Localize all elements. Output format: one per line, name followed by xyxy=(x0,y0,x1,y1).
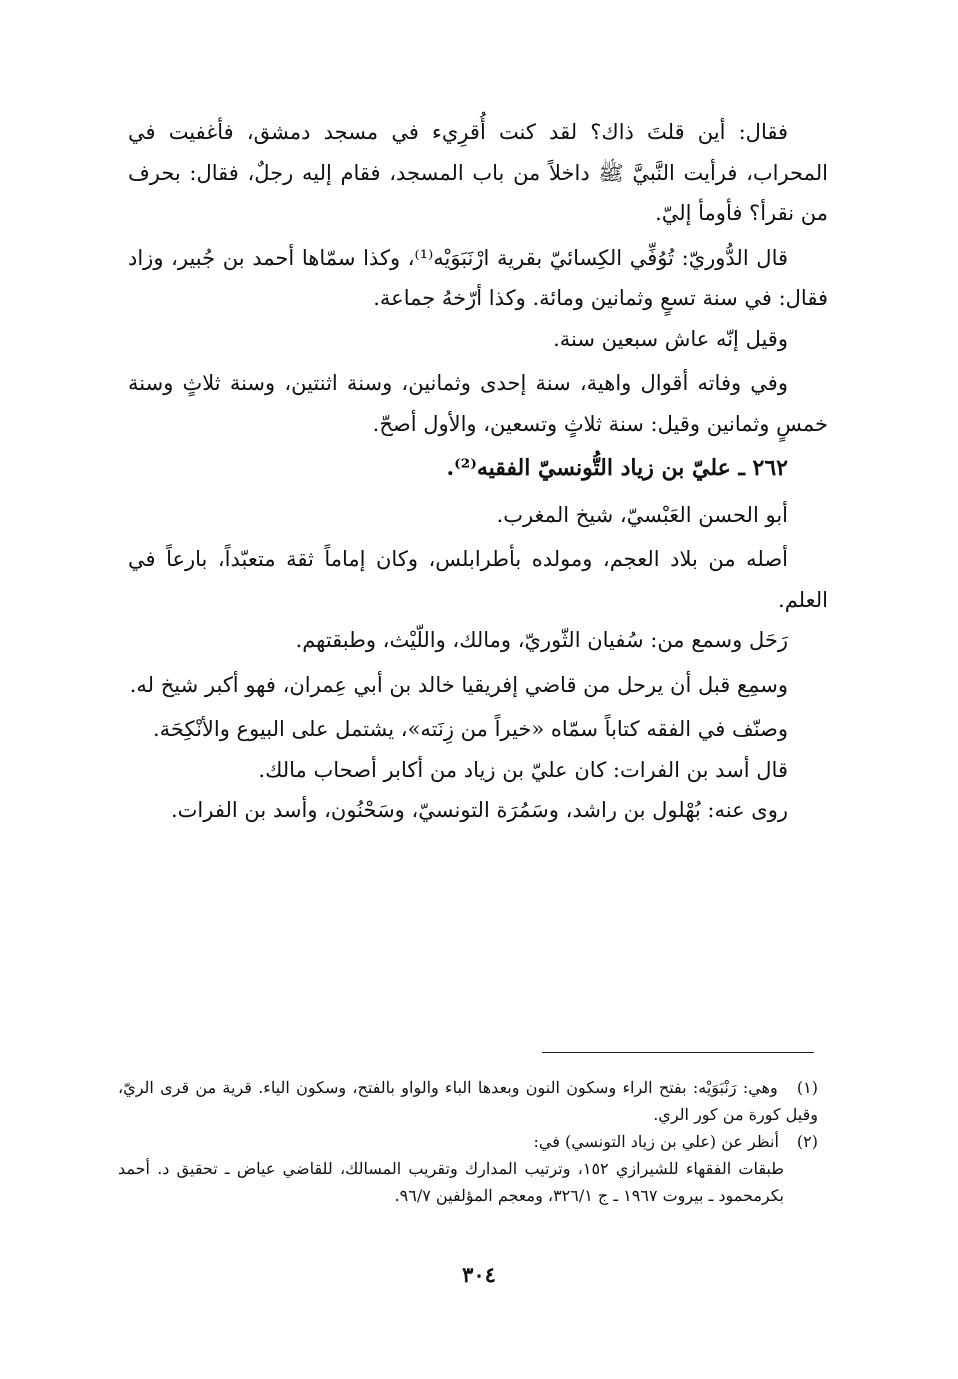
paragraph: وسمِع قبل أن يرحل من قاضي إفريقيا خالد بن أبي عِمران، فهو أكبر شيخ له. xyxy=(129,672,788,697)
page-number: ٣٠٤ xyxy=(462,1262,496,1287)
footnote-text: أنظر عن (علي بن زياد التونسي) في: xyxy=(533,1132,779,1151)
paragraph: وفي وفاته أقوال واهية، سنة إحدى وثمانين، وسنة اثنتين، وسنة ثلاثٍ وسنة خمسٍ وثمانين وقيل: سنة ثلاثٍ وتسعين، والأول أصحّ. xyxy=(128,371,828,436)
paragraph: أصله من بلاد العجم، ومولده بأطرابلس، وكان إماماً ثقة متعبّداً، بارعاً في العلم. xyxy=(128,547,828,612)
paragraph: وقيل إنّه عاش سبعين سنة. xyxy=(553,326,788,351)
entry-heading: ٢٦٢ ـ عليّ بن زياد التُّونسيّ الفقيه⁽²⁾. xyxy=(446,455,788,481)
paragraph: وصنّف في الفقه كتاباً سمّاه «خيراً من زِنَته»، يشتمل على البيوع والأنْكِحَة. xyxy=(152,717,788,741)
footnote-separator xyxy=(542,1052,814,1053)
paragraph: رَحَل وسمع من: سُفيان الثّوريّ، ومالك، واللّيْث، وطبقتهم. xyxy=(295,628,788,652)
footnote-2-continuation: طبقات الفقهاء للشيرازي ١٥٢، وترتيب المدارك وتقريب المسالك، للقاضي عياض ـ تحقيق د. أحمد بكرمحمود ـ بيروت ١٩٦٧ ـ ج ٣٢٦/١، ومعجم المؤلفين ٩٦/٧. xyxy=(118,1159,784,1205)
paragraph: قال أسد بن الفرات: كان عليّ بن زياد من أكابر أصحاب مالك. xyxy=(258,757,788,782)
footnote-text: وهي: رَنْبَوَيْه: بفتح الراء وسكون النون وبعدها الباء والواو بالفتح، وسكون الياء. قرية من قرى الريّ، وقيل كورة من كور الري. xyxy=(118,1078,818,1124)
footnote-number: (١) xyxy=(796,1078,818,1097)
main-text xyxy=(128,112,828,835)
footnote-number: (٢) xyxy=(796,1132,818,1151)
paragraph: روى عنه: بُهْلول بن راشد، وسَمُرَة التونسيّ، وسَحْنُون، وأسد بن الفرات. xyxy=(170,798,788,822)
footnote-1 xyxy=(118,1074,818,1128)
paragraph: فقال: أين قلتَ ذاك؟ لقد كنت أُقرِيء في مسجد دمشق، فأغفيت في المحراب، فرأيت النَّبيَّ ﷺ داخلاً من باب المسجد، فقام إليه رجلٌ، فقال: بحرف من نقرأ؟ فأومأ إليّ. xyxy=(128,120,828,225)
footnote-2 xyxy=(118,1128,818,1155)
paragraph: قال الدُّوريّ: تُوُفِّي الكِسائيّ بقرية ارْنَبَوَيْه⁽¹⁾، وكذا سمّاها أحمد بن جُبير، وزاد فقال: في سنة تسعٍ وثمانين ومائة. وكذا أرّخهُ جماعة. xyxy=(128,245,828,310)
paragraph: أبو الحسن العَبْسيّ، شيخ المغرب. xyxy=(496,502,788,527)
footnotes xyxy=(118,1074,818,1209)
